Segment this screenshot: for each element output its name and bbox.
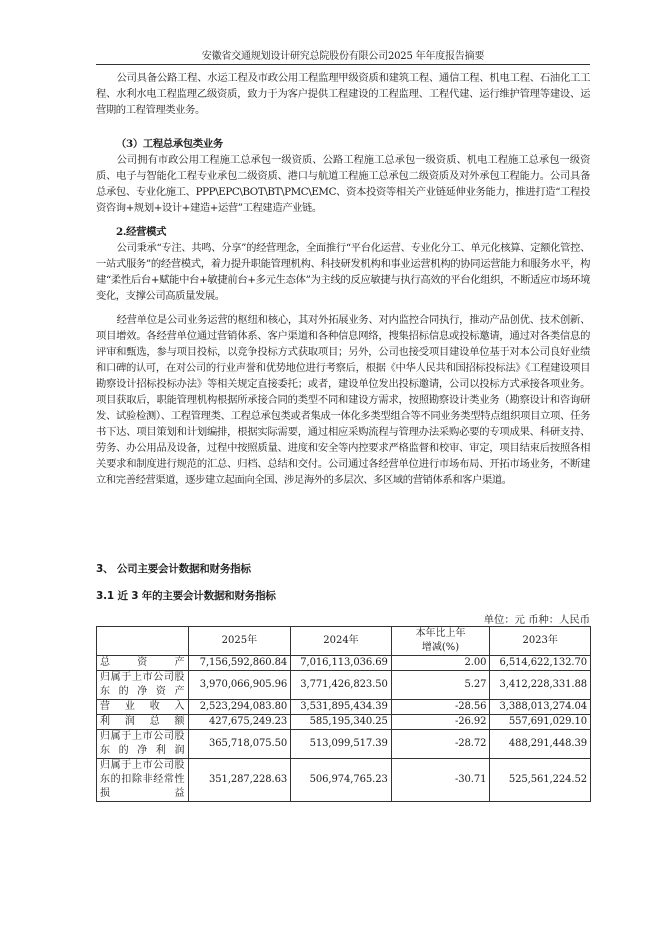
table-row bbox=[97, 715, 591, 730]
para-model: 公司秉承“专注、共鸣、分享”的经营理念，全面推行“平台化运营、专业化分工、单元化核算、定额化管控、一站式服务”的经营模式，着力提升职能管理机构、科技研发机构和事业运营机构的协同运营能力和服务水平，构建“柔性后台+赋能中台+敏捷前台+多元生态体”为主线的反应敏捷与执行高效的平台化组织，不断适应市场环境变化，支撑公司高质量发展。 bbox=[96, 242, 590, 302]
change-pct-cell: -26.92 bbox=[391, 715, 490, 730]
table-row bbox=[97, 700, 591, 715]
section3-heading: 3、 公司主要会计数据和财务指标 bbox=[96, 563, 251, 575]
row-label-cell: 总资产 bbox=[97, 656, 189, 671]
value-2025-cell: 427,675,249.23 bbox=[188, 715, 291, 730]
row-label-cell: 利润总额 bbox=[97, 715, 189, 730]
table-header-cell bbox=[97, 627, 189, 656]
table-header-cell: 2025年 bbox=[188, 627, 291, 656]
section3-1-heading: 3.1 近 3 年的主要会计数据和财务指标 bbox=[96, 590, 276, 602]
table-row bbox=[97, 759, 591, 802]
value-2023-cell: 3,388,013,274.04 bbox=[490, 700, 591, 715]
para-epc: 公司拥有市政公用工程施工总承包一级资质、公路工程施工总承包一级资质、机电工程施工总承包一级资质、电子与智能化工程专业承包二级资质、港口与航道工程施工总承包二级资质及对外承包工程能力。公司具备总承包、专业化施工、PPP\EPC\BOT\BT\PMC\EMC、资本投资等相关产业链延伸业务能力，推进打造“工程投资咨询+规划+设计+建造+运营”工程建造产业链。 bbox=[96, 154, 590, 214]
row-label-cell: 归属于上市公司股东的净利润 bbox=[97, 730, 189, 759]
change-pct-cell: 2.00 bbox=[391, 656, 490, 671]
change-pct-cell: -28.72 bbox=[391, 730, 490, 759]
value-2024-cell: 585,195,340.25 bbox=[291, 715, 392, 730]
value-2025-cell: 3,970,066,905.96 bbox=[188, 671, 291, 700]
change-pct-cell: 5.27 bbox=[391, 671, 490, 700]
value-2025-cell: 365,718,075.50 bbox=[188, 730, 291, 759]
value-2024-cell: 3,771,426,823.50 bbox=[291, 671, 392, 700]
value-2024-cell: 506,974,765.23 bbox=[291, 759, 392, 802]
value-2023-cell: 3,412,228,331.88 bbox=[490, 671, 591, 700]
value-2023-cell: 488,291,448.39 bbox=[490, 730, 591, 759]
value-2023-cell: 557,691,029.10 bbox=[490, 715, 591, 730]
table-row bbox=[97, 730, 591, 759]
table-header-cell: 本年比上年 增减(%) bbox=[391, 627, 490, 656]
para-supervision: 公司具备公路工程、水运工程及市政公用工程监理甲级资质和建筑工程、通信工程、机电工程、石油化工工程、水利水电工程监理乙级资质，致力于为客户提供工程建设的工程监理、工程代建、运行维护管理等建设、运营期的工程管理类业务。 bbox=[96, 72, 590, 116]
value-2024-cell: 7,016,113,036.69 bbox=[291, 656, 392, 671]
row-label-cell: 归属于上市公司股东的净资产 bbox=[97, 671, 189, 700]
page-header: 安徽省交通规划设计研究总院股份有限公司2025 年年度报告摘要 bbox=[96, 47, 590, 65]
change-pct-cell: -28.56 bbox=[391, 700, 490, 715]
value-2024-cell: 3,531,895,434.39 bbox=[291, 700, 392, 715]
table-row bbox=[97, 656, 591, 671]
change-pct-cell: -30.71 bbox=[391, 759, 490, 802]
value-2025-cell: 351,287,228.63 bbox=[188, 759, 291, 802]
financial-table bbox=[96, 626, 591, 802]
table-header-cell: 2023年 bbox=[490, 627, 591, 656]
value-2025-cell: 2,523,294,083.80 bbox=[188, 700, 291, 715]
table-row bbox=[97, 671, 591, 700]
sub-model-heading: 2.经营模式 bbox=[116, 226, 167, 238]
value-2023-cell: 525,561,224.52 bbox=[490, 759, 591, 802]
sub-epc-heading: （3）工程总承包类业务 bbox=[116, 138, 223, 150]
value-2025-cell: 7,156,592,860.84 bbox=[188, 656, 291, 671]
table-header-cell: 2024年 bbox=[291, 627, 392, 656]
row-label-cell: 营业收入 bbox=[97, 700, 189, 715]
value-2024-cell: 513,099,517.39 bbox=[291, 730, 392, 759]
value-2023-cell: 6,514,622,132.70 bbox=[490, 656, 591, 671]
table-header-row bbox=[97, 627, 591, 656]
row-label-cell: 归属于上市公司股东的扣除非经常性损益 bbox=[97, 759, 189, 802]
para-business-units: 经营单位是公司业务运营的枢纽和核心，其对外拓展业务、对内监控合同执行，推动产品创优、技术创新、项目增效。各经营单位通过营销体系、客户渠道和各种信息网络，搜集招标信息或投标邀请，通过对各类信息的评审和甄选，参与项目投标，以竞争投标方式获取项目；另外，公司也接受项目建设单位基于对本公司良好业绩和口碑的认可，在对公司的行业声誉和优势地位进行考察后，根据《中华人民共和国招标投标法》《工程建设项目勘察设计招标投标办法》等相关规定直接委托；或者，建设单位发出投标邀请，公司以投标方式承接各项业务。项目获取后，职能管理机构根据所承接合同的类型不同和建设方需求，按照勘察设计类业务（勘察设计和咨询研发、试验检测）、工程管理类、工程总承包类或者集成一体化多类型组合等不同业务类型特点组织项目立项、任务书下达、项目策划和计划编排，根据实际需要，通过相应采购流程与管理办法采购必要的专项成果、科研支持、劳务、办公用品及设备，过程中按照质量、进度和安全等内控要求严格监督和校审、审定，项目结束后按照各相关要求和制度进行规范的汇总、归档、总结和交付。公司通过各经营单位进行市场布局、开拓市场业务，不断建立和完善经营渠道，逐步建立起面向全国、涉足海外的多层次、多区域的营销体系和客户渠道。 bbox=[96, 314, 590, 486]
unit-line: 单位：元 币种：人民币 bbox=[483, 614, 590, 626]
